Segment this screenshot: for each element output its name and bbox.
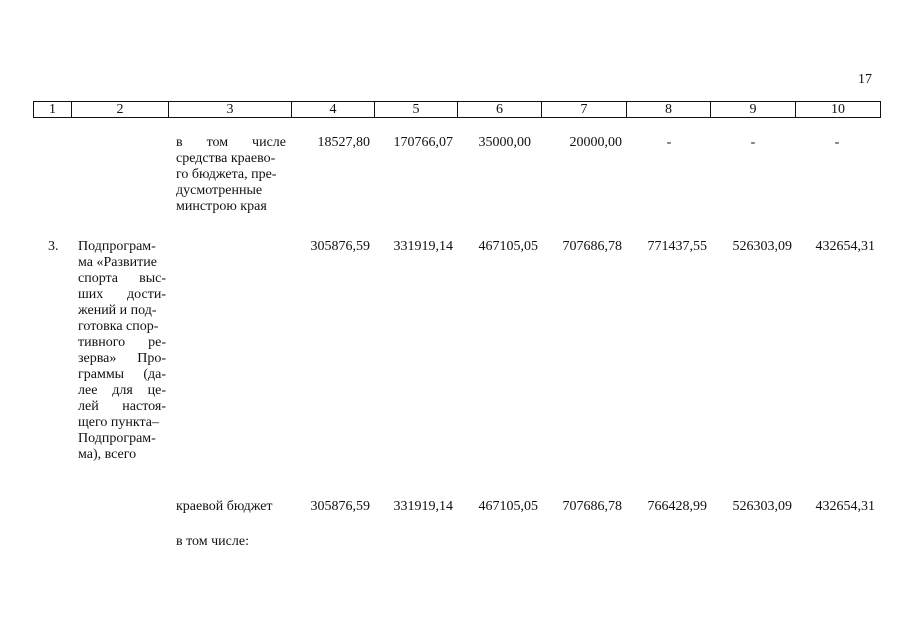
column-header: 1 <box>34 102 72 118</box>
value-cell: 170766,07 <box>393 135 453 150</box>
value-cell: - <box>834 135 840 150</box>
name-line: Подпрограм- <box>78 239 156 254</box>
column-header: 5 <box>375 102 458 118</box>
value-cell: 18527,80 <box>317 135 370 150</box>
description-line: го бюджета, пре- <box>176 167 277 182</box>
column-header: 9 <box>711 102 796 118</box>
value-cell: 467105,05 <box>478 239 538 254</box>
name-line: спорта выс- <box>78 271 166 286</box>
value-cell: 331919,14 <box>393 499 453 514</box>
description-line: средства краево- <box>176 151 276 166</box>
value-cell: 526303,09 <box>732 239 792 254</box>
name-line: тивного ре- <box>78 335 166 350</box>
value-cell: 766428,99 <box>647 499 707 514</box>
value-cell: 20000,00 <box>569 135 622 150</box>
value-cell: 331919,14 <box>393 239 453 254</box>
column-header: 3 <box>169 102 292 118</box>
name-line: жений и под- <box>78 303 157 318</box>
column-header: 7 <box>542 102 627 118</box>
name-line: ма), всего <box>78 447 137 462</box>
description-line: минстрою края <box>176 199 267 214</box>
row-description <box>176 135 286 215</box>
name-line: щего пункта– <box>78 415 159 430</box>
value-cell: 707686,78 <box>562 499 622 514</box>
name-line: граммы (да- <box>78 367 166 382</box>
name-line: зерва» Про- <box>78 351 166 366</box>
name-line: готовка спор- <box>78 319 159 334</box>
row-description: краевой бюджет <box>176 499 273 514</box>
column-header: 8 <box>627 102 711 118</box>
value-cell: 771437,55 <box>647 239 707 254</box>
subprogram-name <box>78 239 166 463</box>
value-cell: - <box>666 135 672 150</box>
name-line: лей настоя- <box>78 399 166 414</box>
description-line: дусмотренные <box>176 183 263 198</box>
name-line: Подпрограм- <box>78 431 156 446</box>
column-header-row <box>34 102 881 118</box>
row-number: 3. <box>48 239 59 254</box>
value-cell: 707686,78 <box>562 239 622 254</box>
value-cell: 432654,31 <box>815 499 875 514</box>
value-cell: - <box>750 135 756 150</box>
row-description: в том числе: <box>176 534 249 549</box>
column-header: 4 <box>292 102 375 118</box>
name-line: ших дости- <box>78 287 166 302</box>
value-cell: 467105,05 <box>478 499 538 514</box>
value-cell: 305876,59 <box>310 239 370 254</box>
name-line: ма «Развитие <box>78 255 157 270</box>
value-cell: 432654,31 <box>815 239 875 254</box>
column-header: 2 <box>72 102 169 118</box>
column-header: 10 <box>796 102 881 118</box>
page-number: 17 <box>858 72 872 87</box>
name-line: лее для це- <box>78 383 166 398</box>
value-cell: 35000,00 <box>478 135 531 150</box>
value-cell: 526303,09 <box>732 499 792 514</box>
description-line: в том числе <box>176 135 286 150</box>
column-header: 6 <box>458 102 542 118</box>
column-header-table <box>33 101 881 118</box>
value-cell: 305876,59 <box>310 499 370 514</box>
